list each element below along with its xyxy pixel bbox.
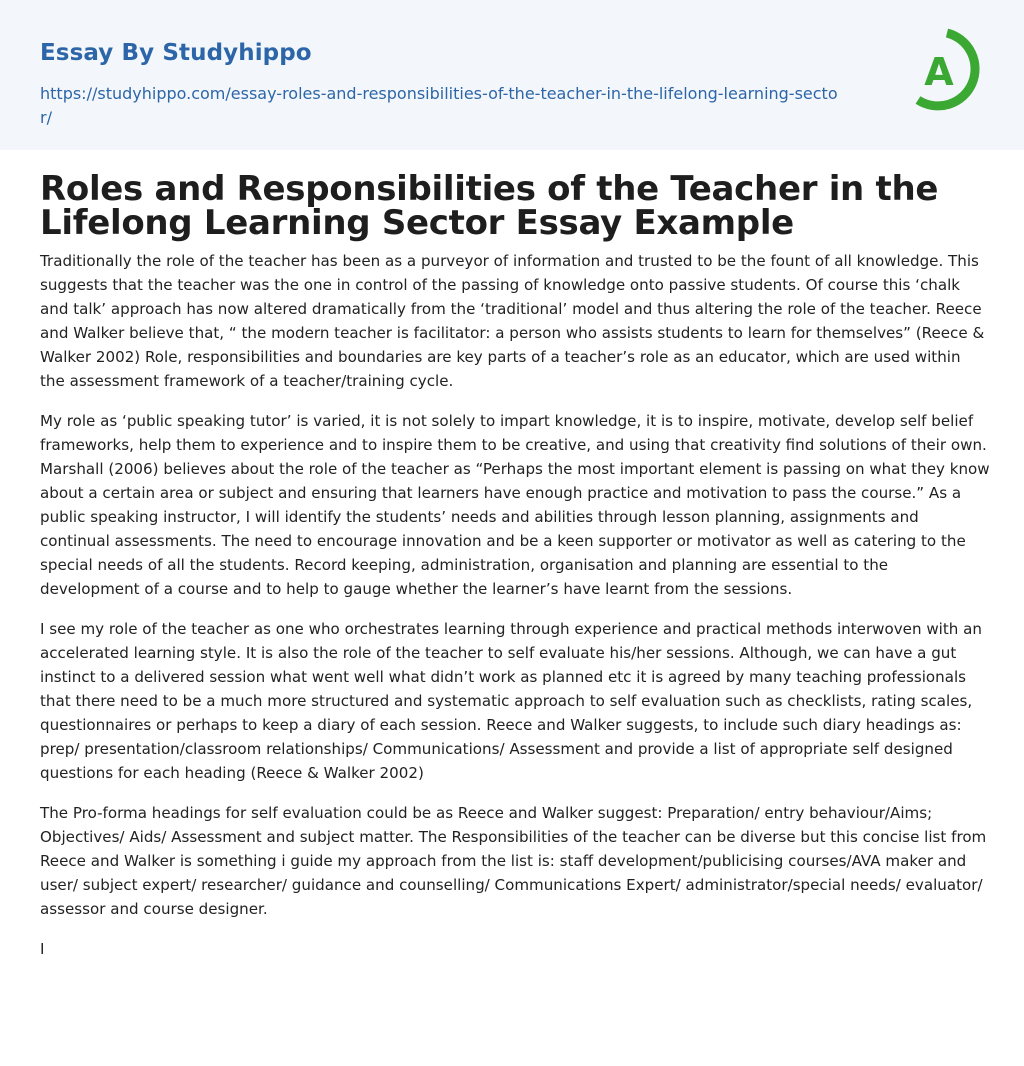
- essay-paragraph: My role as ‘public speaking tutor’ is varied, it is not solely to impart knowledge, it is to inspire, motivate, develop self belief frameworks, help them to experience and to inspire them to be creative, and using that creativity find solutions of their own. Marshall (2006) believes about the role of the teacher as “Perhaps the most important element is passing on what they know about a certain area or subject and ensuring that learners have enough practice and motivation to pass the course.” As a public speaking instructor, I will identify the students’ needs and abilities through lesson planning, assignments and continual assessments. The need to encourage innovation and be a keen supporter or motivator as well as catering to the special needs of all the students. Record keeping, administration, organisation and planning are essential to the development of a course and to help to gauge whether the learner’s have learnt from the sessions.: [40, 412, 990, 598]
- site-header: [0, 0, 1024, 150]
- essay-paragraph: The Pro-forma headings for self evaluation could be as Reece and Walker suggest: Preparation/ entry behaviour/Aims; Objectives/ Aids/ Assessment and subject matter. The Responsibilities of the teacher can be diverse but this concise list from Reece and Walker is something i guide my approach from the list is: staff development/publicising courses/AVA maker and user/ subject expert/ researcher/ guidance and counselling/ Communications Expert/ administrator/special needs/ evaluator/ assessor and course designer.: [40, 804, 987, 918]
- studyhippo-logo-icon[interactable]: [906, 28, 988, 116]
- essay-paragraph: I: [40, 940, 45, 958]
- essay-title: Roles and Responsibilities of the Teacher in the Lifelong Learning Sector Essay Example: [40, 169, 939, 243]
- essay-paragraph: I see my role of the teacher as one who orchestrates learning through experience and practical methods interwoven with an accelerated learning style. It is also the role of the teacher to self evaluate his/her sessions. Although, we can have a gut instinct to a delivered session what went well what didn’t work as planned etc it is agreed by many teaching professionals that there need to be a much more structured and systematic approach to self evaluation such as checklists, rating scales, questionnaires or perhaps to keep a diary of each session. Reece and Walker suggests, to include such diary headings as: prep/ presentation/classroom relationships/ Communications/ Assessment and provide a list of appropriate self designed questions for each heading (Reece & Walker 2002): [40, 620, 982, 782]
- essay-paragraph: Traditionally the role of the teacher has been as a purveyor of information and trusted to be the fount of all knowledge. This suggests that the teacher was the one in control of the passing of knowledge onto passive students. Of course this ‘chalk and talk’ approach has now altered dramatically from the ‘traditional’ model and thus altering the role of the teacher. Reece and Walker believe that, “ the modern teacher is facilitator: a person who assists students to learn for themselves” (Reece & Walker 2002) Role, responsibilities and boundaries are key parts of a teacher’s role as an educator, which are used within the assessment framework of a teacher/training cycle.: [40, 252, 985, 390]
- svg-text:A: A: [924, 50, 954, 94]
- essay-body: [40, 249, 990, 977]
- brand-name[interactable]: Essay By Studyhippo: [40, 40, 312, 66]
- source-url-link[interactable]: https://studyhippo.com/essay-roles-and-responsibilities-of-the-teacher-in-the-lifelong-learning-sector/: [40, 84, 838, 127]
